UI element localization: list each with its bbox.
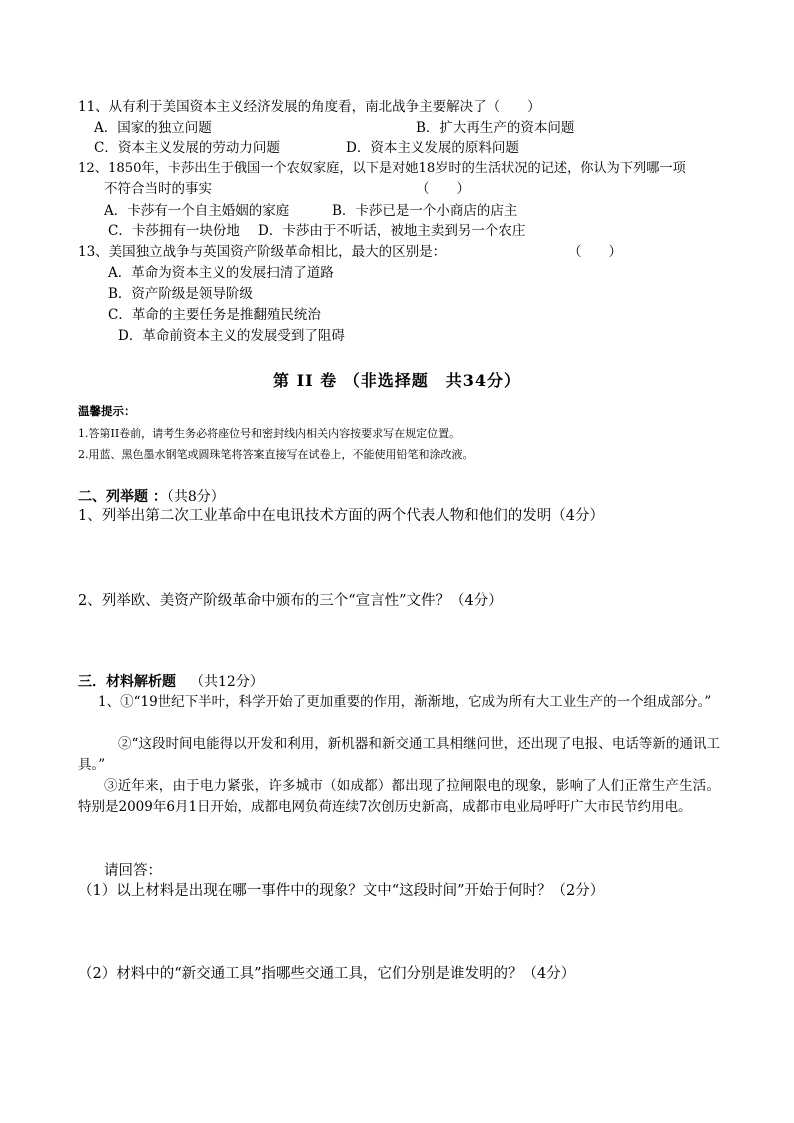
section2-question-2: 2、列举欧、美资产阶级革命中颁布的三个“宣言性”文件？（4分）	[78, 593, 503, 609]
q13-stem: 13、美国独立战争与英国资产阶级革命相比，最大的区别是：	[78, 244, 447, 260]
section3-points: （共12分）	[190, 674, 264, 690]
tip-item: 1.答第II卷前，请考生务必将座位号和密封线内相关内容按要求写在规定位置。	[78, 427, 461, 440]
q13-option-a: A．革命为资本主义的发展扫清了道路	[108, 265, 334, 281]
q12-option-d: D．卡莎由于不听话，被地主卖到另一个农庄	[258, 223, 526, 239]
section2-title: 二、列举题 ：	[78, 489, 167, 505]
q12-option-a: A．卡莎有一个自主婚姻的家庭	[104, 203, 290, 219]
section3-heading	[78, 671, 264, 691]
part2-title: 第 II 卷 （非选择题 共34分）	[273, 371, 521, 390]
answer-prompt: 请回答：	[104, 863, 162, 879]
section2-question-1: 1、列举出第二次工业革命中在电讯技术方面的两个代表人物和他们的发明（4分）	[78, 508, 604, 524]
q12-stem-line1: 12、1850年，卡莎出生于俄国一个农奴家庭，以下是对她18岁时的生活状况的记述，你认为下列哪一项	[78, 161, 686, 176]
q12-answer-bracket: （ ）	[416, 181, 470, 197]
q13-option-d: D．革命前资本主义的发展受到了阻碍	[118, 328, 345, 344]
material-1: 1、①“19世纪下半叶，科学开始了更加重要的作用，渐渐地，它成为所有大工业生产的一个组成部分。”	[98, 694, 712, 710]
q11-option-d: D．资本主义发展的原料问题	[346, 140, 519, 156]
q12-option-c: C．卡莎拥有一块份地	[108, 223, 240, 239]
q13-option-c: C．革命的主要任务是推翻殖民统治	[108, 307, 321, 323]
q11-stem: 11、从有利于美国资本主义经济发展的角度看，南北战争主要解决了（ ）	[78, 99, 541, 115]
tips-heading: 温馨提示：	[78, 404, 136, 418]
section3-title: 三．材料解析题	[78, 674, 176, 690]
section2-heading	[78, 486, 225, 506]
section3-question-1: （1）以上材料是出现在哪一事件中的现象？文中“这段时间”开始于何时？（2分）	[78, 883, 605, 899]
q11-option-b: B．扩大再生产的资本问题	[416, 120, 575, 136]
q11-option-c: C．资本主义发展的劳动力问题	[94, 140, 280, 156]
section2-points: （共8分）	[166, 489, 225, 505]
q12-stem-line2: 不符合当时的事实	[104, 181, 212, 197]
q13-option-b: B．资产阶级是领导阶级	[108, 286, 253, 302]
q12-option-b: B．卡莎已是一个小商店的店主	[332, 203, 518, 219]
material-3: ③近年来，由于电力紧张，许多城市（如成都）都出现了拉闸限电的现象，影响了人们正常生产生活。特别是2009年6月1日开始，成都电网负荷连续7次创历史新高，成都市电业局呼吁广大市民节约用电。	[78, 778, 720, 815]
material-2: ②“这段时间电能得以开发和利用，新机器和新交通工具相继问世，还出现了电报、电话等新的通讯工具。”	[78, 736, 720, 773]
tip-item: 2.用蓝、黑色墨水钢笔或圆珠笔将答案直接写在试卷上，不能使用铅笔和涂改液。	[78, 448, 474, 461]
q11-option-a: A．国家的独立问题	[94, 120, 212, 136]
section3-question-2: （2）材料中的“新交通工具”指哪些交通工具，它们分别是谁发明的？（4分）	[78, 966, 576, 982]
q13-answer-bracket: （ ）	[568, 244, 622, 260]
